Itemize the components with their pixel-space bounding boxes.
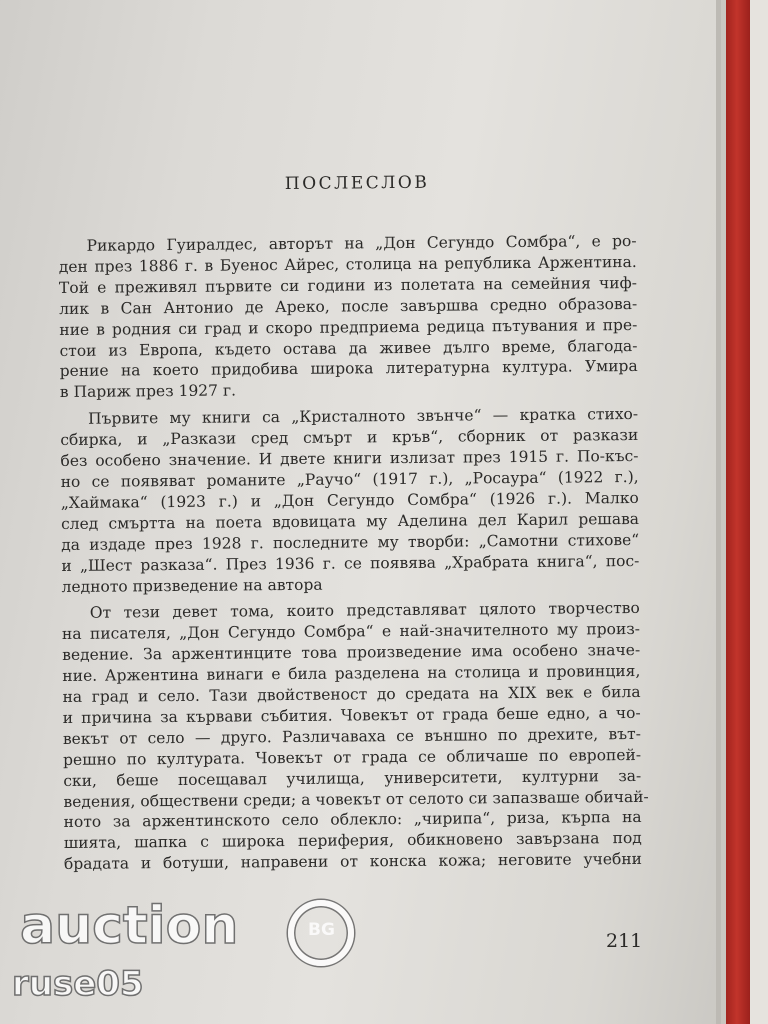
text-line: ведения, обществени среди; а човекът от селото си запазваше обичай- [63, 787, 649, 811]
page-content [58, 171, 649, 881]
text-line: на писателя, „Дон Сегундо Сомбра“ е най-значителното му произ- [61, 620, 641, 644]
paragraph [60, 404, 640, 597]
page-number: 211 [606, 930, 643, 952]
text-line: шията, шапка с широка периферия, обикновено завързана под [63, 829, 642, 853]
text-line: векът от село — друго. Различаваха се външно по дрехите, вът- [62, 724, 641, 748]
text-line: и „Шест разказа“. През 1936 г. се появява „Храбрата книга“, пос- [61, 551, 640, 575]
text-line: след смъртта на поета вдовицата му Аделина дел Карил решава [60, 509, 640, 533]
text-line: ден през 1886 г. в Буенос Айрес, столица на република Аржентина. [58, 252, 637, 276]
chapter-title: ПОСЛЕСЛОВ [284, 172, 430, 195]
watermark-badge: BG [308, 920, 335, 940]
red-book-cover [726, 0, 750, 1024]
paragraph [61, 598, 649, 875]
text-line: лик в Сан Антонио де Ареко, после завършва средно образова- [59, 294, 638, 318]
text-line: ведение. За аржентинците това произведение има особено значе- [62, 641, 641, 665]
text-line: без особено значение. И двете книги излизат през 1915 г. По-къс- [60, 447, 639, 471]
text-line: решно по културата. Човекът от града се обличаше по европей- [63, 745, 642, 769]
text-line: стои из Европа, където остава да живее дълго време, благода- [59, 336, 638, 360]
text-line: ледното призведение на автора [61, 575, 323, 596]
text-line: но се появяват романите „Раучо“ (1917 г.), „Росаура“ (1922 г.), [60, 467, 639, 491]
text-line: Той е преживял първите си години из полетата на семейния чиф- [58, 273, 638, 297]
text-line: ното за аржентинското село облекло: „чирипа“, риза, кърпа на [63, 808, 642, 832]
text-line: рение на което придобива широка литературна култура. Умира [59, 357, 638, 381]
text-line: „Хаймака“ (1923 г.) и „Дон Сегундо Сомбра“ (1926 г.). Малко [60, 488, 639, 512]
text-line: ние в родния си град и скоро предприема редица пътувания и пре- [59, 315, 638, 339]
text-line: брадата и ботуши, направени от конска кожа; неговите учебни [63, 850, 643, 874]
text-line: в Париж през 1927 г. [59, 381, 237, 402]
text-line: Първите му книги са „Кристалното звънче“ — кратка стихо- [88, 405, 639, 428]
paragraph [59, 231, 638, 403]
cover-edge [750, 0, 768, 1024]
text-line: и причина за кървави събития. Човекът от града беше едно, а чо- [62, 703, 641, 727]
text-line: От тези девет тома, които представляват цялото творчество [89, 599, 640, 623]
text-line: да издаде през 1928 г. последните му творби: „Самотни стихове“ [61, 530, 640, 554]
text-line: ски, беше посещавал училища, университети, културни за- [63, 766, 642, 790]
watermark-user: ruse05 [12, 964, 144, 1004]
text-line: сбирка, и „Разкази сред смърт и кръв“, сборник от разкази [60, 426, 639, 450]
text-line: на град и село. Тази двойственост до средата на XIX век е била [62, 682, 641, 707]
text-line: Рикардо Гуиралдес, авторът на „Дон Сегундо Сомбра“, е ро- [86, 231, 637, 255]
watermark-brand: auction [20, 896, 239, 956]
text-line: ние. Аржентина винаги е била разделена на столица и провинция, [62, 662, 641, 686]
